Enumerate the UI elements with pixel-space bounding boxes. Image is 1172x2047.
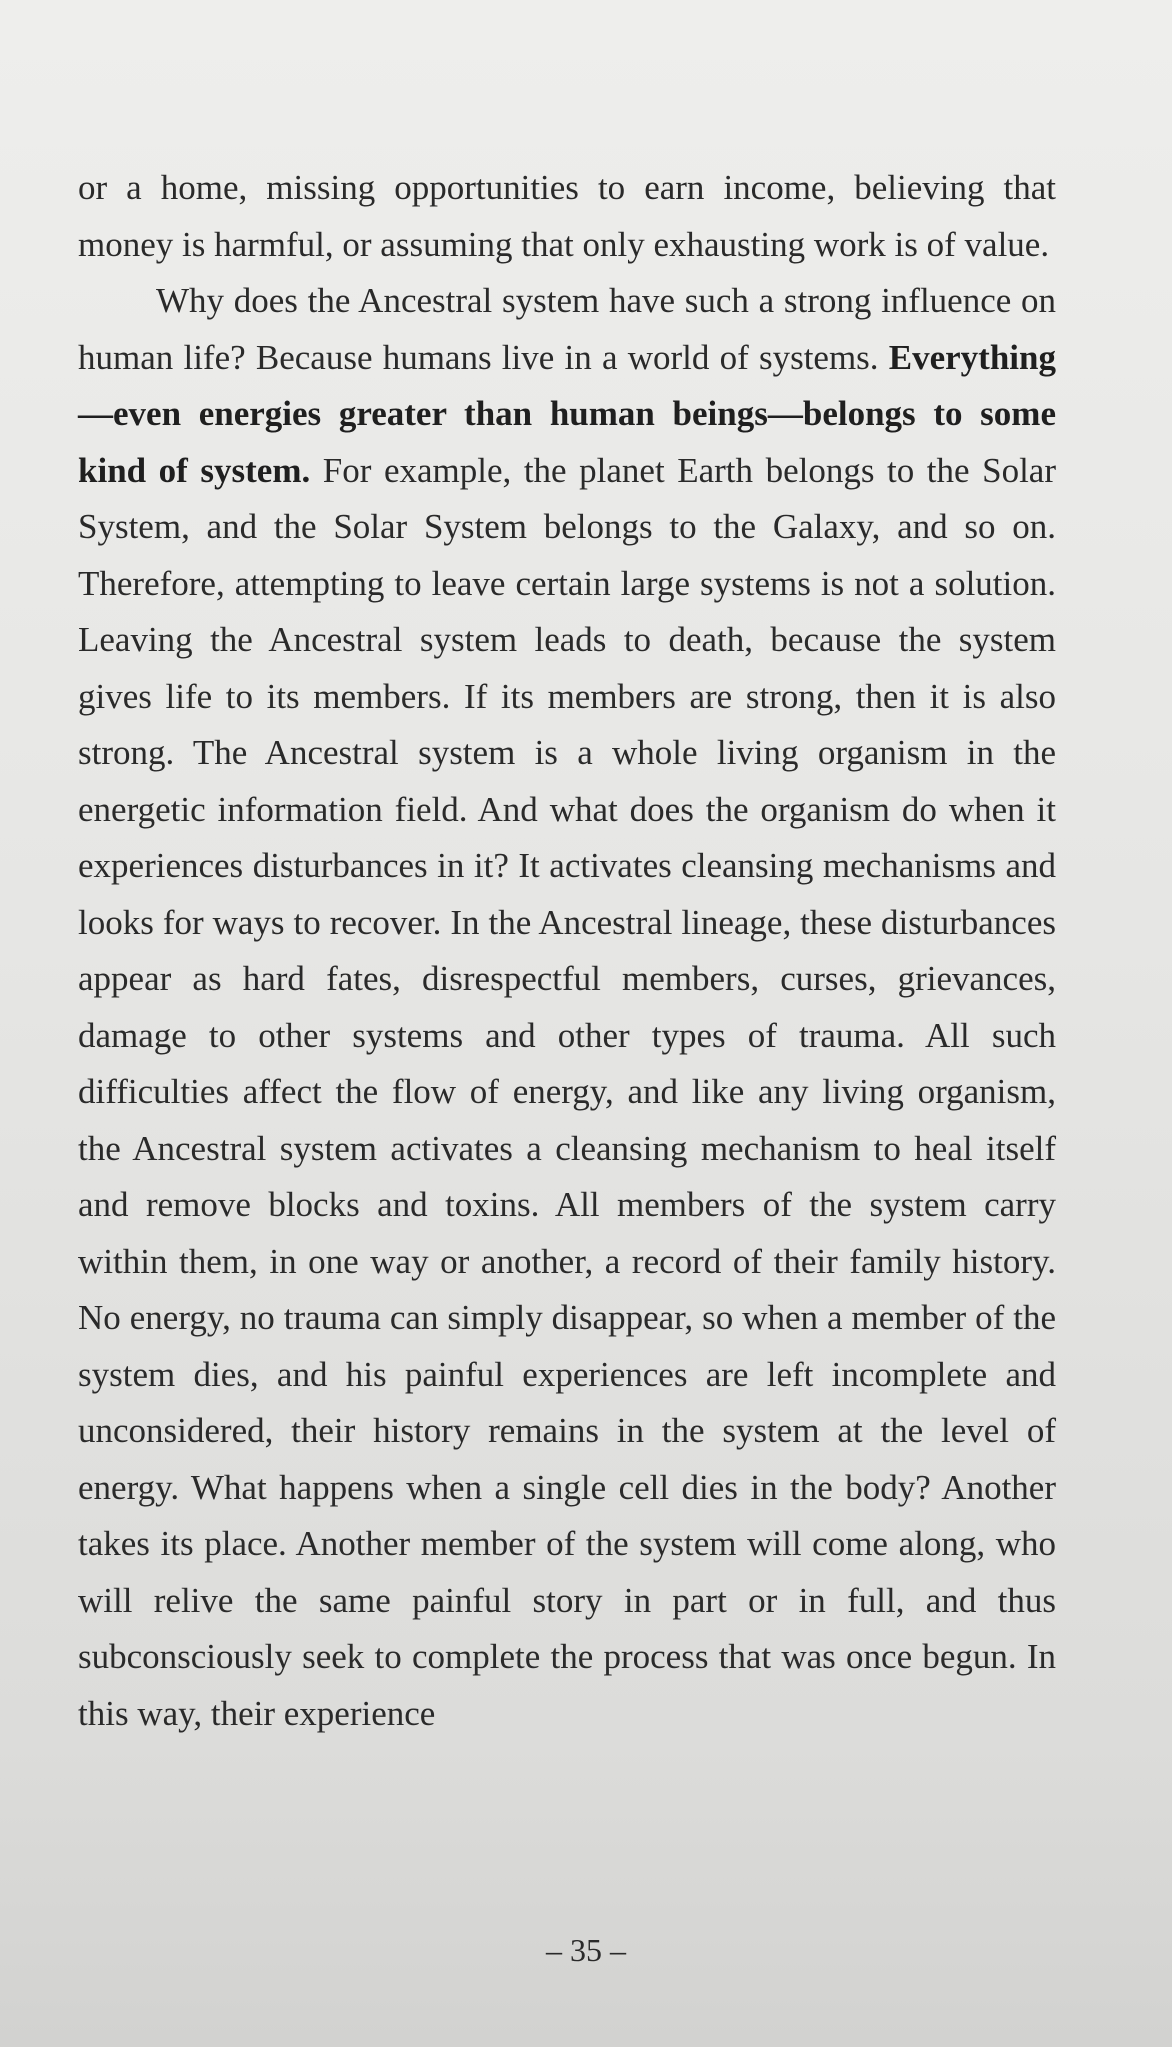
paragraph-2-rest-text: For example, the planet Earth belongs to the Solar System, and the Solar System belongs to the Galaxy, and so on. Therefore, attempting to leave certain large systems is not a solution. Leaving the Ancestral system leads to death, because the system gives life to its members. If its members are strong, then it is also strong. The Ancestral system is a whole living organism in the energetic information field. And what does the organism do when it experiences disturbances in it? It activates cleansing mechanisms and looks for ways to recover. In the Ancestral lineage, these disturbances appear as hard fates, disrespectful members, curses, grievances, damage to other systems and other types of trauma. All such difficulties affect the flow of energy, and like any living organism, the Ancestral system activates a cleansing mechanism to heal itself and remove blocks and toxins. All members of the system carry within them, in one way or another, a record of their family history. No energy, no trauma can simply disappear, so when a member of the system dies, and his painful experiences are left incomplete and unconsidered, their history remains in the system at the level of energy. What happens when a single cell dies in the body? Another takes its place. Another member of the system will come along, who will relive the same painful story in part or in full, and thus subconsciously seek to complete the process that was once begun. In this way, their experience	[78, 450, 1056, 1733]
paragraph-ancestral-system	[78, 273, 1056, 1742]
page-number: – 35 –	[546, 1932, 626, 1968]
body-text	[78, 160, 1056, 1742]
paragraph-1-text: or a home, missing opportunities to earn income, believing that money is harmful, or assuming that only exhausting work is of value.	[78, 168, 1056, 264]
bold-emphasis-text: Everything—even energies greater than human beings—belongs to some kind of system.	[78, 337, 1056, 490]
paragraph-2-lead-text: Why does the Ancestral system have such a strong influence on human life? Because humans live in a world of systems.	[78, 281, 1056, 377]
paragraph-continuation	[78, 160, 1056, 273]
